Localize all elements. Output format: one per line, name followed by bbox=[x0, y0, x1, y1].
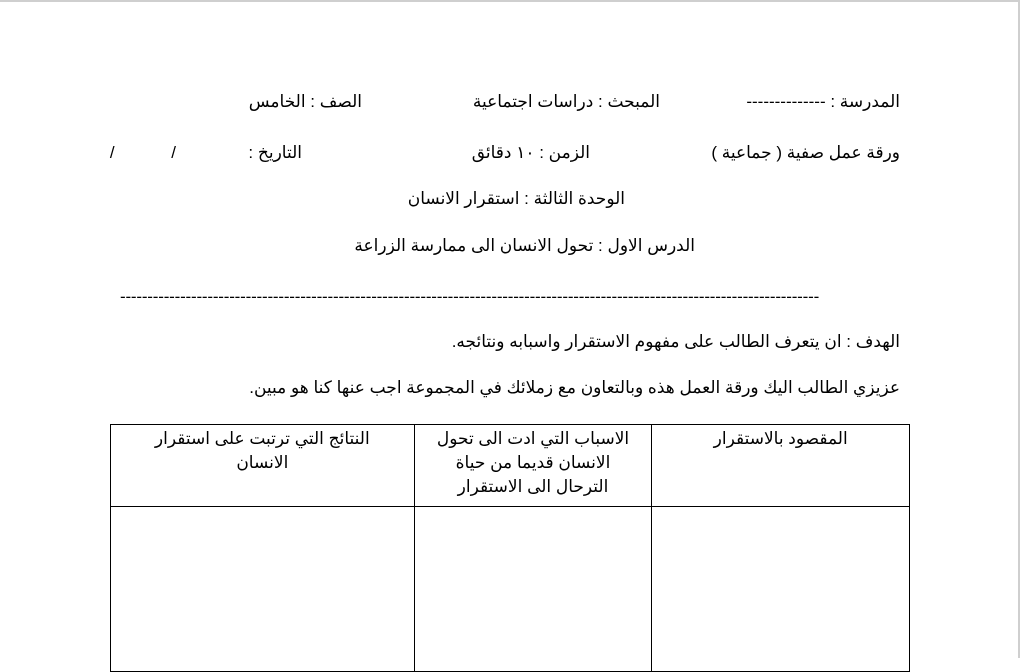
answer-cell-meaning[interactable] bbox=[652, 507, 910, 672]
separator-line: -------------------------------------------------------------------------------------------------------------------------------- bbox=[120, 287, 820, 306]
lesson-title: الدرس الاول : تحول الانسان الى ممارسة الزراعة bbox=[354, 236, 695, 255]
answer-cell-results[interactable] bbox=[111, 507, 415, 672]
table-row bbox=[111, 507, 910, 672]
instruction-text: عزيزي الطالب اليك ورقة العمل هذه وبالتعاون مع زملائك في المجموعة اجب عنها كنا هو مبين. bbox=[249, 378, 900, 397]
page-border-top bbox=[0, 0, 1020, 2]
answer-cell-causes[interactable] bbox=[414, 507, 652, 672]
worksheet-type: ورقة عمل صفية ( جماعية ) bbox=[711, 143, 900, 162]
header-causes: الاسباب التي ادت الى تحول الانسان قديما من حياة الترحال الى الاستقرار bbox=[414, 425, 652, 507]
school-field: المدرسة : -------------- bbox=[746, 92, 900, 111]
time-field: الزمن : ١٠ دقائق bbox=[471, 143, 590, 162]
table-header-row bbox=[111, 425, 910, 507]
date-slashes: / / bbox=[109, 143, 202, 162]
header-meaning: المقصود بالاستقرار bbox=[652, 425, 910, 507]
worksheet-table bbox=[110, 424, 910, 672]
subject-field: المبحث : دراسات اجتماعية bbox=[472, 92, 660, 111]
date-field: التاريخ : bbox=[248, 143, 302, 162]
goal-text: الهدف : ان يتعرف الطالب على مفهوم الاستقرار واسبابه ونتائجه. bbox=[451, 332, 900, 351]
header-results: النتائج التي ترتبت على استقرار الانسان bbox=[111, 425, 415, 507]
unit-title: الوحدة الثالثة : استقرار الانسان bbox=[407, 189, 625, 208]
grade-field: الصف : الخامس bbox=[248, 92, 362, 111]
